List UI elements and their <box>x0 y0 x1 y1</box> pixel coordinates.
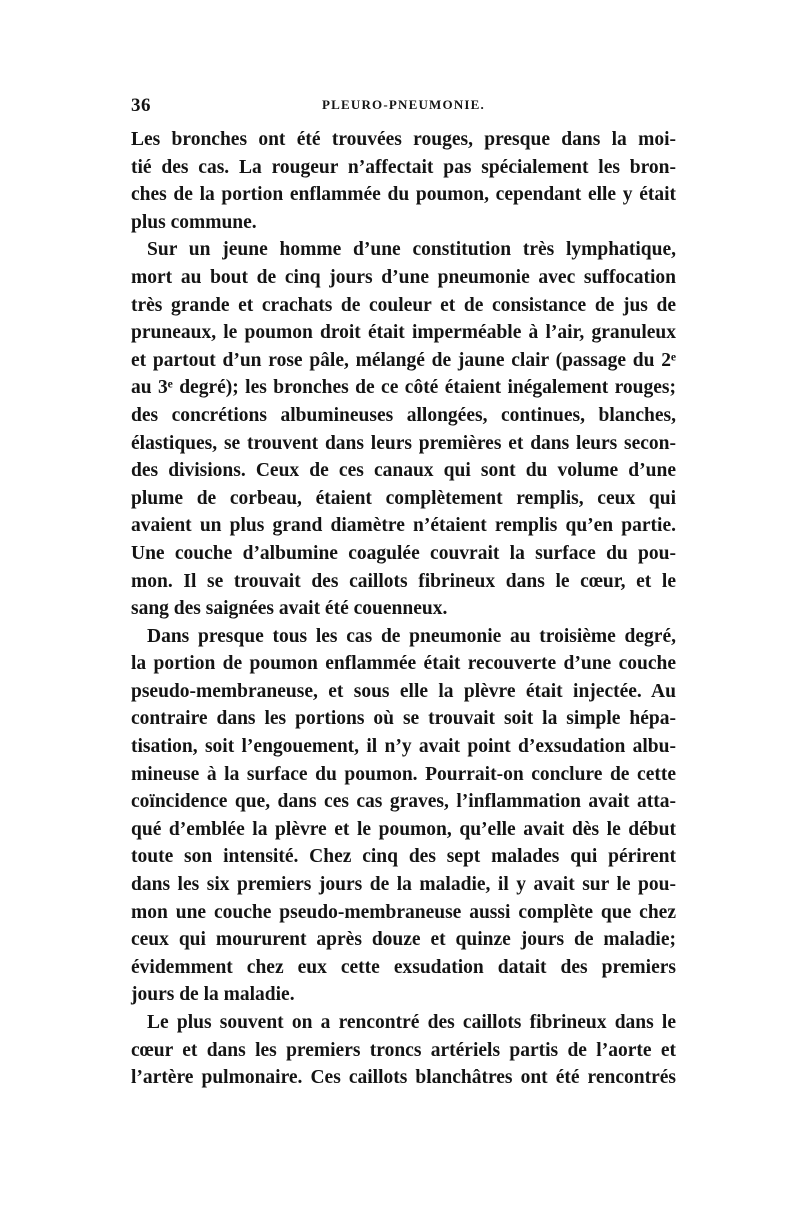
text-line: la portion de poumon enflammée était recouverte d’une couche <box>131 653 676 675</box>
text-line: des divisions. Ceux de ces canaux qui sont du volume d’une <box>131 460 676 482</box>
text-line: contraire dans les portions où se trouvait soit la simple hépa- <box>131 708 676 730</box>
text-line: plume de corbeau, étaient complètement remplis, ceux qui <box>131 487 676 509</box>
text-line: Dans presque tous les cas de pneumonie au troisième degré, <box>147 625 676 647</box>
text-line: plus commune. <box>131 211 257 233</box>
text-line: l’artère pulmonaire. Ces caillots blanchâtres ont été rencontrés <box>131 1067 676 1089</box>
text-line: pruneaux, le poumon droit était imperméable à l’air, granuleux <box>131 322 676 344</box>
text-line: Le plus souvent on a rencontré des caillots fibrineux dans le <box>147 1012 676 1033</box>
text-line: au 3ᵉ degré); les bronches de ce côté étaient inégalement rouges; <box>131 377 676 399</box>
body-text <box>131 126 676 1092</box>
text-line: toute son intensité. Chez cinq des sept malades qui périrent <box>131 846 676 868</box>
text-line: cœur et dans les premiers troncs artériels partis de l’aorte et <box>131 1039 676 1061</box>
text-line: mort au bout de cinq jours d’une pneumonie avec suffocation <box>131 266 676 288</box>
text-line: jours de la maladie. <box>131 984 295 1006</box>
text-line: évidemment chez eux cette exsudation datait des premiers <box>131 956 676 978</box>
text-line: sang des saignées avait été couenneux. <box>131 598 448 620</box>
text-line: ceux qui moururent après douze et quinze jours de maladie; <box>131 929 676 951</box>
text-line: tisation, soit l’engouement, il n’y avait point d’exsudation albu- <box>131 736 676 758</box>
text-line: mon. Il se trouvait des caillots fibrineux dans le cœur, et le <box>131 570 676 592</box>
text-line: des concrétions albumineuses allongées, continues, blanches, <box>131 404 676 426</box>
text-line: Sur un jeune homme d’une constitution très lymphatique, <box>147 239 676 261</box>
text-line: tié des cas. La rougeur n’affectait pas spécialement les bron- <box>131 156 676 178</box>
text-line: Les bronches ont été trouvées rouges, presque dans la moi- <box>131 129 676 150</box>
text-line: avaient un plus grand diamètre n’étaient remplis qu’en partie. <box>131 515 676 537</box>
text-line: qué d’emblée la plèvre et le poumon, qu’elle avait dès le début <box>131 818 676 840</box>
text-line: dans les six premiers jours de la maladie, il y avait sur le pou- <box>131 874 676 896</box>
text-line: ches de la portion enflammée du poumon, cependant elle y était <box>131 184 676 206</box>
text-line: mineuse à la surface du poumon. Pourrait-on conclure de cette <box>131 763 676 785</box>
running-head <box>131 95 676 119</box>
page-number: 36 <box>131 95 151 116</box>
text-line: Une couche d’albumine coagulée couvrait la surface du pou- <box>131 542 676 564</box>
text-line: très grande et crachats de couleur et de consistance de jus de <box>131 294 676 316</box>
running-title: PLEURO-PNEUMONIE. <box>321 97 486 112</box>
text-line: élastiques, se trouvent dans leurs premières et dans leurs secon- <box>131 432 676 454</box>
text-line: et partout d’un rose pâle, mélangé de jaune clair (passage du 2ᵉ <box>131 349 676 371</box>
text-line: mon une couche pseudo-membraneuse aussi complète que chez <box>131 901 676 923</box>
text-line: coïncidence que, dans ces cas graves, l’inflammation avait atta- <box>131 791 676 813</box>
text-line: pseudo-membraneuse, et sous elle la plèvre était injectée. Au <box>131 680 676 702</box>
